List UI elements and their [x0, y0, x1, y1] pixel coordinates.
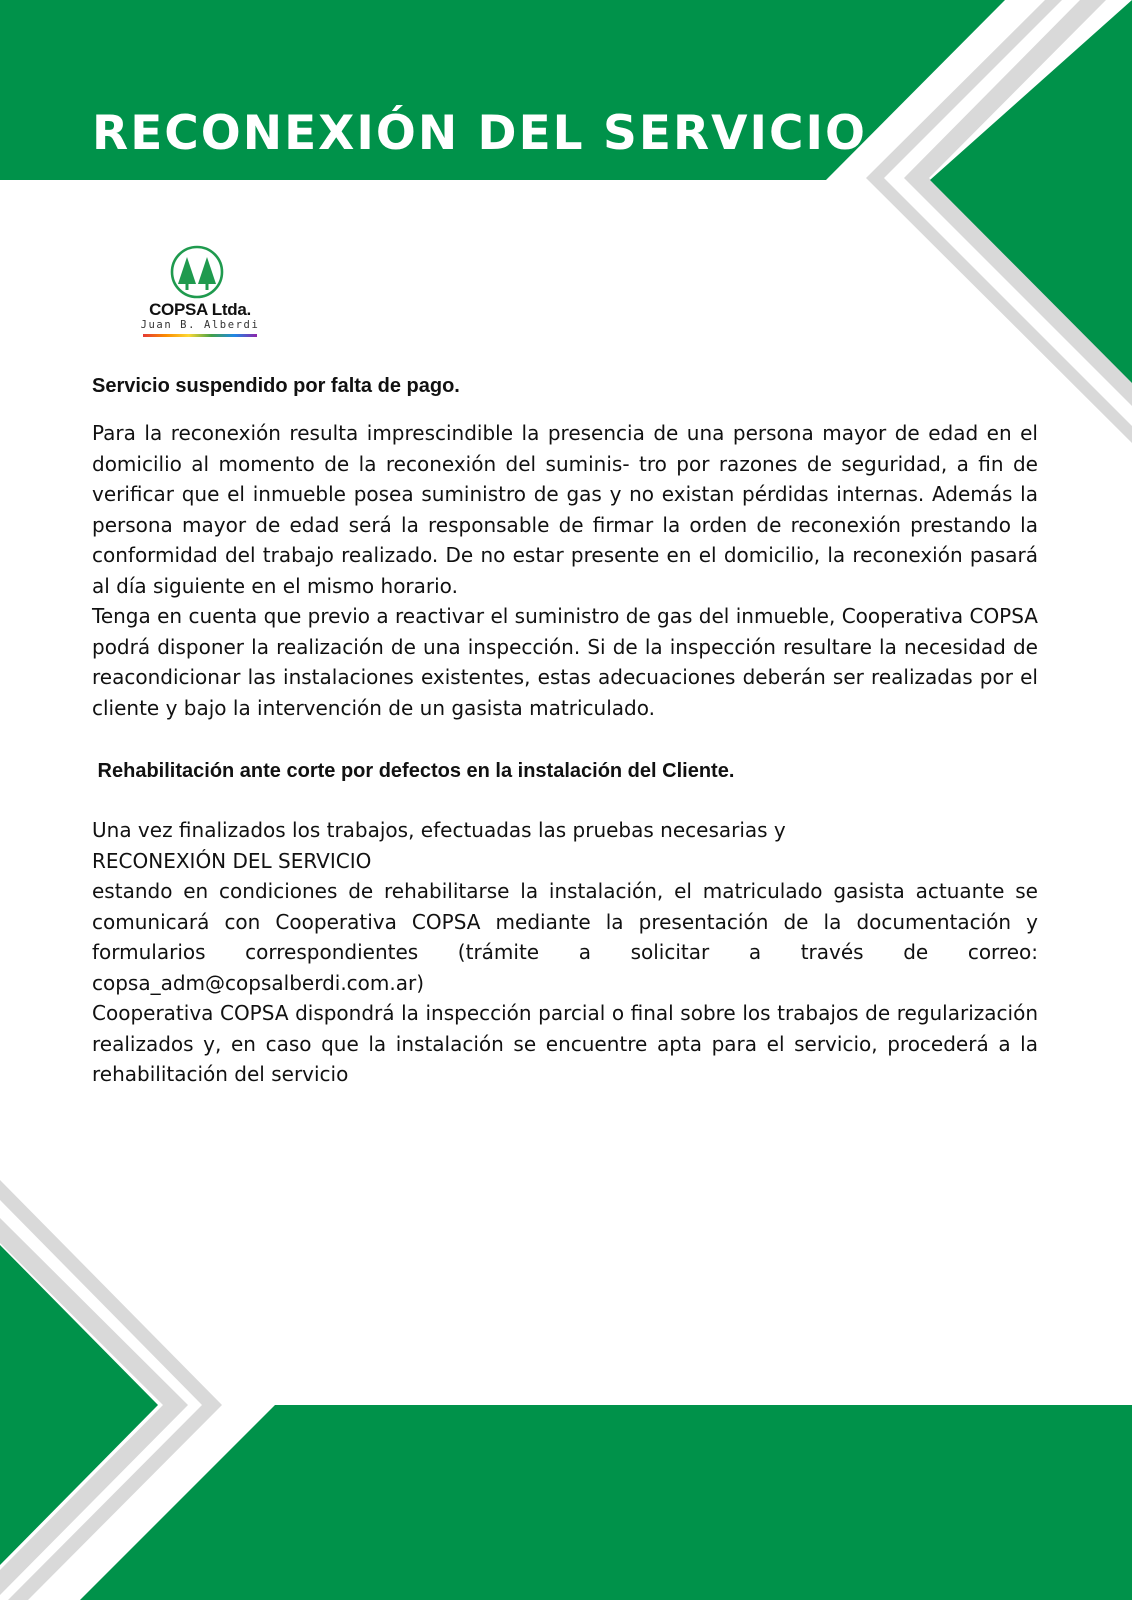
- trees-emblem-icon: [140, 244, 260, 300]
- section-heading-rehabilitation: Rehabilitación ante corte por defectos en la instalación del Cliente.: [92, 760, 735, 782]
- paragraph-reconnection-requirements: Para la reconexión resulta imprescindible la presencia de una persona mayor de edad en el domicilio al momento de la reconexión del suminis- tro por razones de seguridad, a fin de verificar que el inmueble posea suministro de gas y no existan pérdidas internas. Además la persona mayor de edad será la responsable de firmar la orden de reconexión prestando la conformidad del trabajo realizado. De no estar presente en el domicilio, la reconexión pasará al día siguiente en el mismo horario.: [92, 421, 1038, 598]
- paragraph-rehab-procedure: estando en condiciones de rehabilitarse la instalación, el matriculado gasista actuante se comunicará con Cooperativa COPSA mediante la presentación de la documentación y formularios correspondientes (trámite a solicitar a través de correo: copsa_adm@copsalberdi.com.ar): [92, 879, 1038, 995]
- paragraph-rehab-inspection: Cooperativa COPSA dispondrá la inspección parcial o final sobre los trabajos de regularización realizados y, en caso que la instalación se encuentre apta para el servicio, procederá a la rehabilitación del servicio: [92, 1001, 1038, 1086]
- rehab-line-1: Una vez finalizados los trabajos, efectuadas las pruebas necesarias y: [92, 818, 786, 842]
- paragraph-inspection-notice: Tenga en cuenta que previo a reactivar el suministro de gas del inmueble, Cooperativa COPSA podrá disponer la realización de una inspección. Si de la inspección resultare la necesidad de reacondicionar las instalaciones existentes, estas adecuaciones deberán ser realizadas por el cliente y bajo la intervención de un gasista matriculado.: [92, 604, 1038, 720]
- footer-band: [80, 1405, 1132, 1600]
- bottom-left-triangle: [0, 1245, 158, 1565]
- page-title: RECONEXIÓN DEL SERVICIO: [92, 106, 867, 161]
- logo-rainbow-stripe: [143, 334, 257, 337]
- section-heading-unpaid: Servicio suspendido por falta de pago.: [92, 375, 460, 397]
- document-body: [92, 372, 1038, 1090]
- logo-name: COPSA Ltda.: [149, 300, 251, 319]
- rehab-line-2: RECONEXIÓN DEL SERVICIO: [92, 848, 372, 873]
- logo-subtitle: Juan B. Alberdi: [140, 319, 260, 331]
- copsa-logo: [140, 244, 260, 340]
